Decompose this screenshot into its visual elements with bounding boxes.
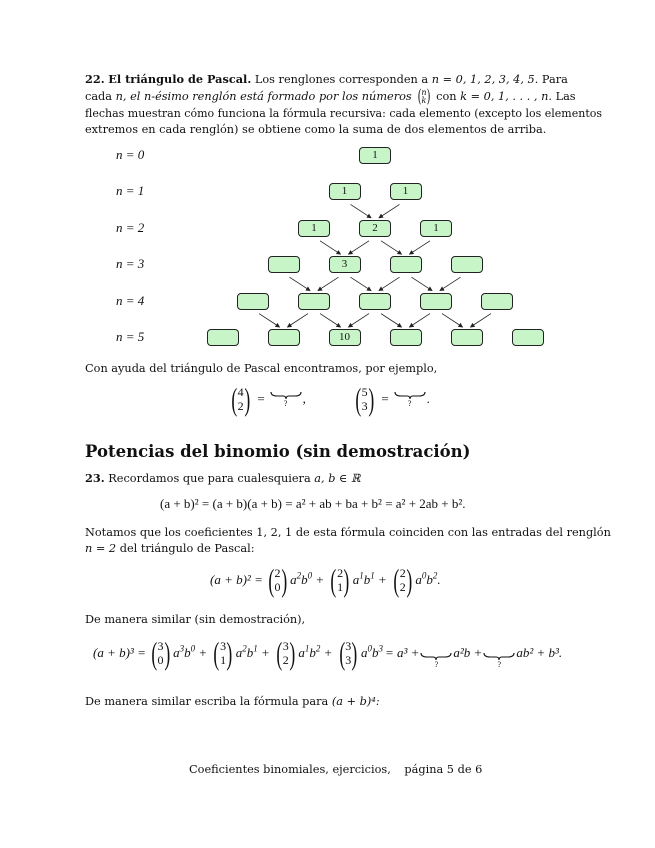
recursion-arrow <box>381 241 402 254</box>
similar-paragraph: De manera similar (sin demostración), <box>85 613 306 626</box>
comma: , <box>302 391 306 406</box>
question-mark: ? <box>434 660 439 669</box>
triangle-cell: 10 <box>329 329 361 346</box>
recursion-arrow <box>290 277 311 290</box>
equation-square: (a + b)² = (a + b)(a + b) = a² + ab + ba + b² = a² + 2ab + b². <box>160 496 466 511</box>
binomial-coefficient: ( 2 1 ) <box>330 562 350 598</box>
triangle-cell <box>451 256 483 273</box>
question-mark: ? <box>283 399 288 408</box>
recursion-arrow <box>471 314 492 327</box>
recursion-arrow <box>349 241 370 254</box>
recursion-arrow <box>381 314 402 327</box>
binom-5-3: ( 5 3 ) <box>355 381 374 417</box>
math: a, b ∈ ℝ <box>314 472 361 485</box>
eq2-terms <box>265 562 441 598</box>
triangle-cell <box>207 329 239 346</box>
answer-brace <box>482 651 516 669</box>
triangle-cell <box>512 329 544 346</box>
text: Las <box>555 90 576 103</box>
text: Los renglones corresponden a <box>254 73 429 86</box>
recursion-arrow <box>442 314 463 327</box>
text: cada <box>85 90 113 103</box>
recursion-arrow <box>349 314 370 327</box>
triangle-cell: 1 <box>329 183 361 200</box>
binom-top: 5 <box>361 385 368 399</box>
recursion-arrow <box>318 277 339 290</box>
term: $a^1b^1$ <box>352 570 375 587</box>
binom-bottom: 2 <box>237 399 244 413</box>
final-prompt <box>85 694 380 710</box>
exercise-title: El triángulo de Pascal. <box>108 72 252 86</box>
recursion-arrow <box>288 314 309 327</box>
triangle-cell: 2 <box>359 220 391 237</box>
text: n-ésimo renglón está formado por los números <box>143 90 412 103</box>
binomial-coefficient: ( 3 0 ) <box>151 635 170 671</box>
text: Recordamos que para cualesquiera <box>108 472 311 485</box>
triangle-cell <box>237 293 269 310</box>
triangle-cell <box>268 329 300 346</box>
recursion-arrow <box>379 204 400 217</box>
triangle-cell <box>390 256 422 273</box>
triangle-cell <box>359 293 391 310</box>
triangle-cell: 1 <box>298 220 330 237</box>
binomial-coefficient: ( 3 3 ) <box>339 635 358 671</box>
text: Para <box>541 73 568 86</box>
triangle-cell: 1 <box>390 183 422 200</box>
question-mark: ? <box>497 660 502 669</box>
rhs-part: a²b + <box>453 645 483 660</box>
equals: = <box>381 391 389 406</box>
binomial-coefficient: ( 2 0 ) <box>268 562 287 598</box>
recursion-arrow <box>410 241 431 254</box>
lhs: (a + b)² = <box>210 572 263 587</box>
binomial-coefficient: ( 2 2 ) <box>393 562 412 598</box>
example-binom-4-2 <box>228 381 306 417</box>
binom-top: 4 <box>237 385 244 399</box>
term: + <box>312 572 328 587</box>
term: $a^0b^3$ <box>360 643 383 660</box>
eq3-terms <box>148 635 383 671</box>
term: + <box>374 572 391 587</box>
term: + <box>257 645 274 660</box>
equals: = <box>257 391 265 406</box>
row-label: n = 2 <box>116 219 145 235</box>
math: k = 0, 1, . . . , n. <box>460 90 552 103</box>
term: $a^0b^2$. <box>415 570 441 587</box>
rhs-part: = a³ + <box>384 645 420 660</box>
lhs: (a + b)³ = <box>93 645 146 660</box>
example-intro: Con ayuda del triángulo de Pascal encontramos, por ejemplo, <box>85 362 438 375</box>
exercise-23-paragraph <box>85 525 611 557</box>
triangle-cell <box>420 293 452 310</box>
text: n, el <box>115 90 141 103</box>
term: $a^1b^2$ <box>298 643 321 660</box>
recursion-arrow <box>320 314 341 327</box>
math: n = 0, 1, 2, 3, 4, 5. <box>431 73 539 86</box>
recursion-arrow <box>320 241 341 254</box>
triangle-cell <box>268 256 300 273</box>
binom-top: n <box>421 88 427 97</box>
exercise-number: 22. <box>85 72 105 86</box>
page-number: página 5 de 6 <box>404 763 483 776</box>
text: con <box>436 90 457 103</box>
exercise-23-intro <box>85 470 360 487</box>
row-label: n = 3 <box>116 256 145 272</box>
rhs-part: ab² + b³. <box>516 645 563 660</box>
triangle-cell: 1 <box>359 147 391 164</box>
binom-bottom: 3 <box>361 399 368 413</box>
recursion-arrow <box>440 277 461 290</box>
example-binom-5-3 <box>352 381 430 417</box>
recursion-arrow <box>412 277 433 290</box>
answer-brace <box>419 651 453 669</box>
term: $a^2b^0$ <box>290 570 313 587</box>
triangle-cell <box>298 293 330 310</box>
binom-n-k: ( n k ) <box>417 86 430 107</box>
recursion-arrow <box>351 204 372 217</box>
row-label: n = 4 <box>116 292 145 308</box>
math: n = 2 <box>85 542 117 555</box>
text: De manera similar escriba la fórmula para <box>85 695 329 708</box>
section-title: Potencias del binomio (sin demostración) <box>85 442 471 461</box>
recursion-arrow <box>351 277 372 290</box>
row-label: n = 0 <box>116 147 145 162</box>
triangle-cell: 1 <box>420 220 452 237</box>
binom-bottom: k <box>421 96 427 105</box>
triangle-cell: 3 <box>329 256 361 273</box>
math: (a + b)⁴: <box>331 695 380 708</box>
text: extremos en cada renglón) se obtiene como la suma de dos elementos de arriba. <box>85 123 547 136</box>
answer-brace <box>393 390 427 408</box>
term: $a^2b^1$ <box>235 643 258 660</box>
equation-square-binomial <box>210 562 441 598</box>
recursion-arrow <box>410 314 431 327</box>
triangle-cell <box>390 329 422 346</box>
row-label: n = 5 <box>116 329 145 344</box>
recursion-arrow <box>379 277 400 290</box>
question-mark: ? <box>407 399 412 408</box>
row-label: n = 1 <box>116 183 145 199</box>
exercise-number: 23. <box>85 471 105 485</box>
page-footer <box>189 762 482 778</box>
period: . <box>426 391 430 406</box>
text: del triángulo de Pascal: <box>119 542 255 555</box>
term: + <box>195 645 211 660</box>
text: flechas muestran cómo funciona la fórmula recursiva: cada elemento (excepto los elementos <box>85 107 603 120</box>
binomial-coefficient: ( 3 2 ) <box>276 635 295 671</box>
answer-brace <box>269 390 303 408</box>
term: $a^3b^0$ <box>173 643 196 660</box>
equation-cube-binomial <box>93 637 562 669</box>
recursion-arrow <box>259 314 280 327</box>
triangle-cell <box>481 293 513 310</box>
term: + <box>320 645 336 660</box>
binomial-coefficient: ( 3 1 ) <box>213 635 233 671</box>
text: Notamos que los coeficientes 1, 2, 1 de esta fórmula coinciden con las entradas del renglón <box>85 526 611 539</box>
binom-4-2: ( 4 2 ) <box>231 381 250 417</box>
footer-title: Coeficientes binomiales, ejercicios, <box>189 763 391 776</box>
triangle-cell <box>451 329 483 346</box>
